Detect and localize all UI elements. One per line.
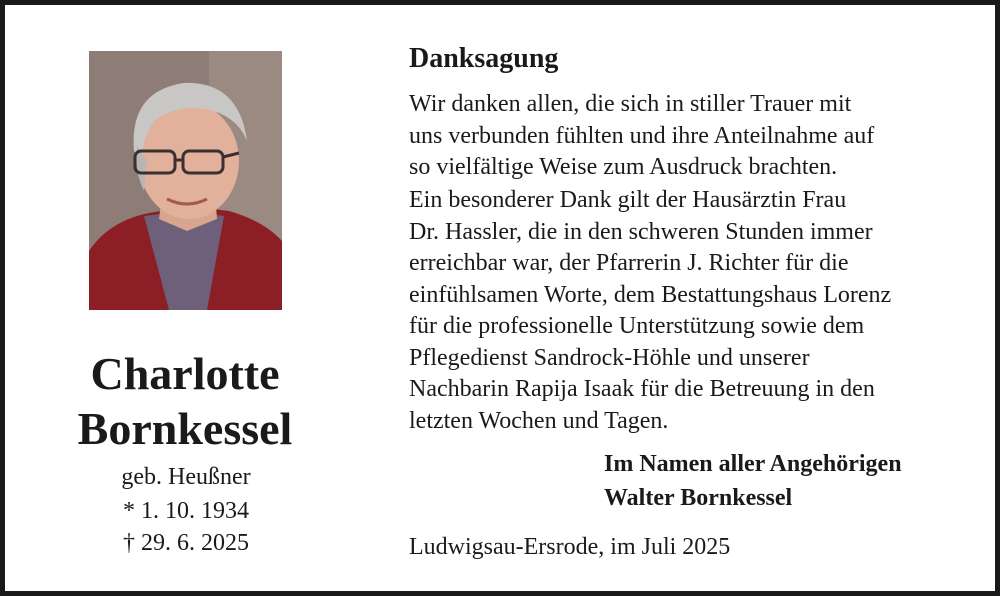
maiden-name: geb. Heußner	[121, 464, 251, 490]
text-line: Nachbarin Rapija Isaak für die Betreuung in den	[409, 376, 875, 402]
deceased-first-name: Charlotte	[90, 348, 280, 399]
text-line: uns verbunden fühlten und ihre Anteilnahme auf	[409, 122, 875, 149]
place-and-date: Ludwigsau-Ersrode, im Juli 2025	[409, 534, 731, 560]
notice-heading: Danksagung	[409, 43, 559, 74]
thanks-paragraph-1	[409, 89, 989, 184]
signature-line-2: Walter Bornkessel	[604, 485, 793, 511]
text-line: so vielfältige Weise zum Ausdruck brachten.	[409, 154, 838, 180]
portrait-illustration	[89, 51, 282, 310]
portrait-photo	[89, 51, 282, 310]
deceased-last-name: Bornkessel	[77, 403, 293, 454]
text-line: Wir danken allen, die sich in stiller Trauer mit	[409, 91, 852, 117]
text-line: für die professionelle Unterstützung sowie dem	[409, 313, 865, 339]
thanks-paragraph-2	[409, 185, 989, 437]
birth-date: * 1. 10. 1934	[123, 498, 249, 524]
signature-line-1: Im Namen aller Angehörigen	[604, 451, 902, 477]
text-line: letzten Wochen und Tagen.	[409, 407, 669, 434]
text-line: einfühlsamen Worte, dem Bestattungshaus Lorenz	[409, 281, 892, 308]
text-line: Ein besonderer Dank gilt der Hausärztin Frau	[409, 187, 847, 213]
death-date: † 29. 6. 2025	[123, 530, 249, 556]
text-line: Dr. Hassler, die in den schweren Stunden immer	[409, 218, 873, 245]
text-line: erreichbar war, der Pfarrerin J. Richter für die	[409, 250, 849, 276]
text-line: Pflegedienst Sandrock-Höhle und unserer	[409, 344, 810, 371]
